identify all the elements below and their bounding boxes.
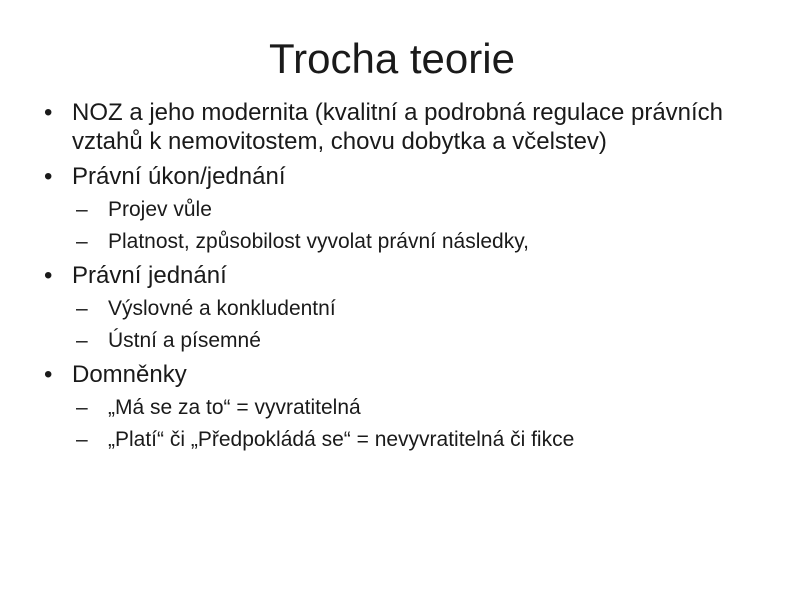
dash-icon: – xyxy=(76,396,88,419)
dash-icon: – xyxy=(76,329,88,352)
sub-item xyxy=(42,328,742,354)
sub-item-text: „Platí“ či „Předpokládá se“ = nevyvratitelná či fikce xyxy=(108,428,575,451)
bullet-text: Právní úkon/jednání xyxy=(72,163,286,190)
bullet-text: NOZ a jeho modernita (kvalitní a podrobná regulace právních vztahů k nemovitostem, chovu dobytka a včelstev) xyxy=(72,99,724,155)
slide-content xyxy=(42,98,742,459)
bullet-text: Právní jednání xyxy=(72,262,227,289)
bullet-item xyxy=(42,98,742,156)
bullet-icon: • xyxy=(44,262,53,289)
slide-title: Trocha teorie xyxy=(269,35,515,82)
bullet-text: Domněnky xyxy=(72,361,187,388)
bullet-item xyxy=(42,360,742,389)
sub-item-text: Platnost, způsobilost vyvolat právní následky, xyxy=(108,230,529,253)
dash-icon: – xyxy=(76,297,88,320)
sub-item xyxy=(42,296,742,322)
sub-item-text: Ústní a písemné xyxy=(108,329,261,352)
sub-item-text: Projev vůle xyxy=(108,198,212,221)
bullet-icon: • xyxy=(44,99,53,126)
bullet-icon: • xyxy=(44,163,53,190)
sub-item-text: „Má se za to“ = vyvratitelná xyxy=(108,396,361,419)
bullet-item xyxy=(42,261,742,290)
dash-icon: – xyxy=(76,230,88,253)
sub-item-text: Výslovné a konkludentní xyxy=(108,297,336,320)
sub-item xyxy=(42,395,742,421)
dash-icon: – xyxy=(76,198,88,221)
bullet-item xyxy=(42,162,742,191)
sub-item xyxy=(42,197,742,223)
sub-item xyxy=(42,427,742,453)
bullet-icon: • xyxy=(44,361,53,388)
sub-item xyxy=(42,229,742,255)
dash-icon: – xyxy=(76,428,88,451)
